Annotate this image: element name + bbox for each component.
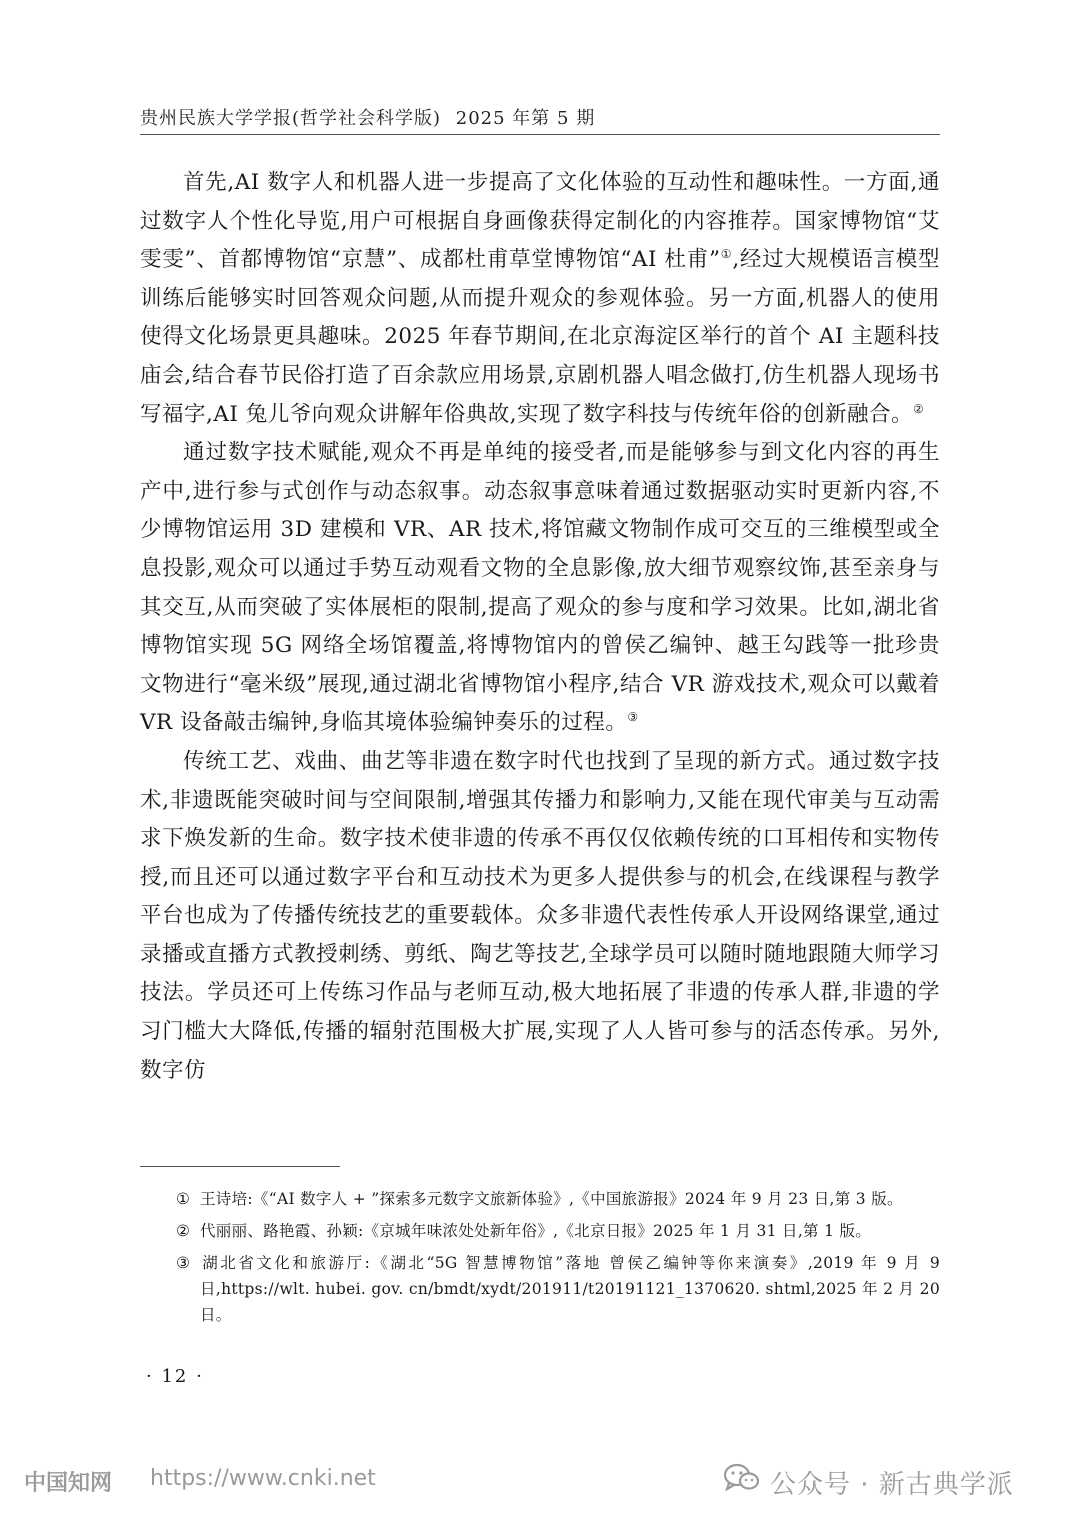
footnotes (140, 1186, 940, 1334)
footnote-number: ① (176, 1190, 191, 1208)
wechat-icon (723, 1462, 761, 1494)
cnki-logo: 中国知网 (24, 1471, 113, 1496)
journal-title: 贵州民族大学学报(哲学社会科学版) (140, 108, 442, 129)
footnote (140, 1218, 940, 1244)
footnote (140, 1250, 940, 1328)
footnote-ref[interactable]: ③ (627, 710, 639, 725)
footnote-text: 代丽丽、路艳霞、孙颖:《京城年味浓处处新年俗》,《北京日报》2025 年 1 月 31 日,第 1 版。 (200, 1222, 872, 1240)
main-body (140, 164, 940, 1090)
page-number: · 12 · (146, 1366, 204, 1387)
paragraph-text: 传统工艺、戏曲、曲艺等非遗在数字时代也找到了呈现的新方式。通过数字技术,非遗既能突破时间与空间限制,增强其传播力和影响力,又能在现代审美与互动需求下焕发新的生命。数字技术使非遗的传承不再仅仅依赖传统的口耳相传和实物传授,而且还可以通过数字平台和互动技术为更多人提供参与的机会,在线课程与教学平台也成为了传播传统技艺的重要载体。众多非遗代表性传承人开设网络课堂,通过录播或直播方式教授刺绣、剪纸、陶艺等技艺,全球学员可以随时随地跟随大师学习技法。学员还可上传练习作品与老师互动,极大地拓展了非遗的传承人群,非遗的学习门槛大大降低,传播的辐射范围极大扩展,实现了人人皆可参与的活态传承。另外,数字仿 (140, 748, 940, 1083)
paragraph-text: 通过数字技术赋能,观众不再是单纯的接受者,而是能够参与到文化内容的再生产中,进行参与式创作与动态叙事。动态叙事意味着通过数据驱动实时更新内容,不少博物馆运用 3D 建模和 VR、AR 技术,将馆藏文物制作成可交互的三维模型或全息投影,观众可以通过手势互动观看文物的全息影像,放大细节观察纹饰,甚至亲身与其交互,从而突破了实体展柜的限制,提高了观众的参与度和学习效果。比如,湖北省博物馆实现 5G 网络全场馆覆盖,将博物馆内的曾侯乙编钟、越王勾践等一批珍贵文物进行“毫米级”展现,通过湖北省博物馆小程序,结合 VR 游戏技术,观众可以戴着 VR 设备敲击编钟,身临其境体验编钟奏乐的过程。 (140, 440, 940, 736)
paragraph-text: 首先,AI 数字人和机器人进一步提高了文化体验的互动性和趣味性。一方面,通过数字人个性化导览,用户可根据自身画像获得定制化的内容推荐。国家博物馆“艾雯雯”、首都博物馆“京慧”、成都杜甫草堂博物馆“AI 杜甫” (140, 170, 940, 273)
footnote-text: 王诗培:《“AI 数字人 + ”探索多元数字文旅新体验》,《中国旅游报》2024 年 9 月 23 日,第 3 版。 (200, 1190, 903, 1208)
paragraph-text: ,经过大规模语言模型训练后能够实时回答观众问题,从而提升观众的参观体验。另一方面,机器人的使用使得文化场景更具趣味。2025 年春节期间,在北京海淀区举行的首个 AI 主题科技庙会,结合春节民俗打造了百余款应用场景,京剧机器人唱念做打,仿生机器人现场书写福字,AI 兔儿爷向观众讲解年俗典故,实现了数字科技与传统年俗的创新融合。 (140, 247, 940, 427)
watermark-bar (0, 1440, 1080, 1520)
footnote-ref[interactable]: ① (720, 247, 733, 262)
wechat-account-name: 公众号 · 新古典学派 (770, 1470, 1014, 1500)
footnote-text: 湖北省文化和旅游厅:《湖北“5G 智慧博物馆”落地 曾侯乙编钟等你来演奏》,2019 年 9 月 9 日,https://wlt. hubei. gov. cn/bmdt/xydt/201911/t20191121_1370620. shtml,2025 年 2 月 20 日。 (200, 1254, 940, 1324)
footnote-ref[interactable]: ② (913, 401, 925, 416)
running-header (140, 104, 940, 130)
footnote-number: ③ (176, 1254, 191, 1272)
cnki-url: https://www.cnki.net (150, 1466, 376, 1491)
body-paragraph (140, 434, 940, 743)
body-paragraph (140, 164, 940, 434)
issue-label: 2025 年第 5 期 (455, 108, 596, 129)
body-paragraph (140, 743, 940, 1090)
footnote-number: ② (176, 1222, 191, 1240)
footnote-divider (140, 1166, 340, 1167)
footnote (140, 1186, 940, 1212)
header-divider (140, 134, 940, 135)
